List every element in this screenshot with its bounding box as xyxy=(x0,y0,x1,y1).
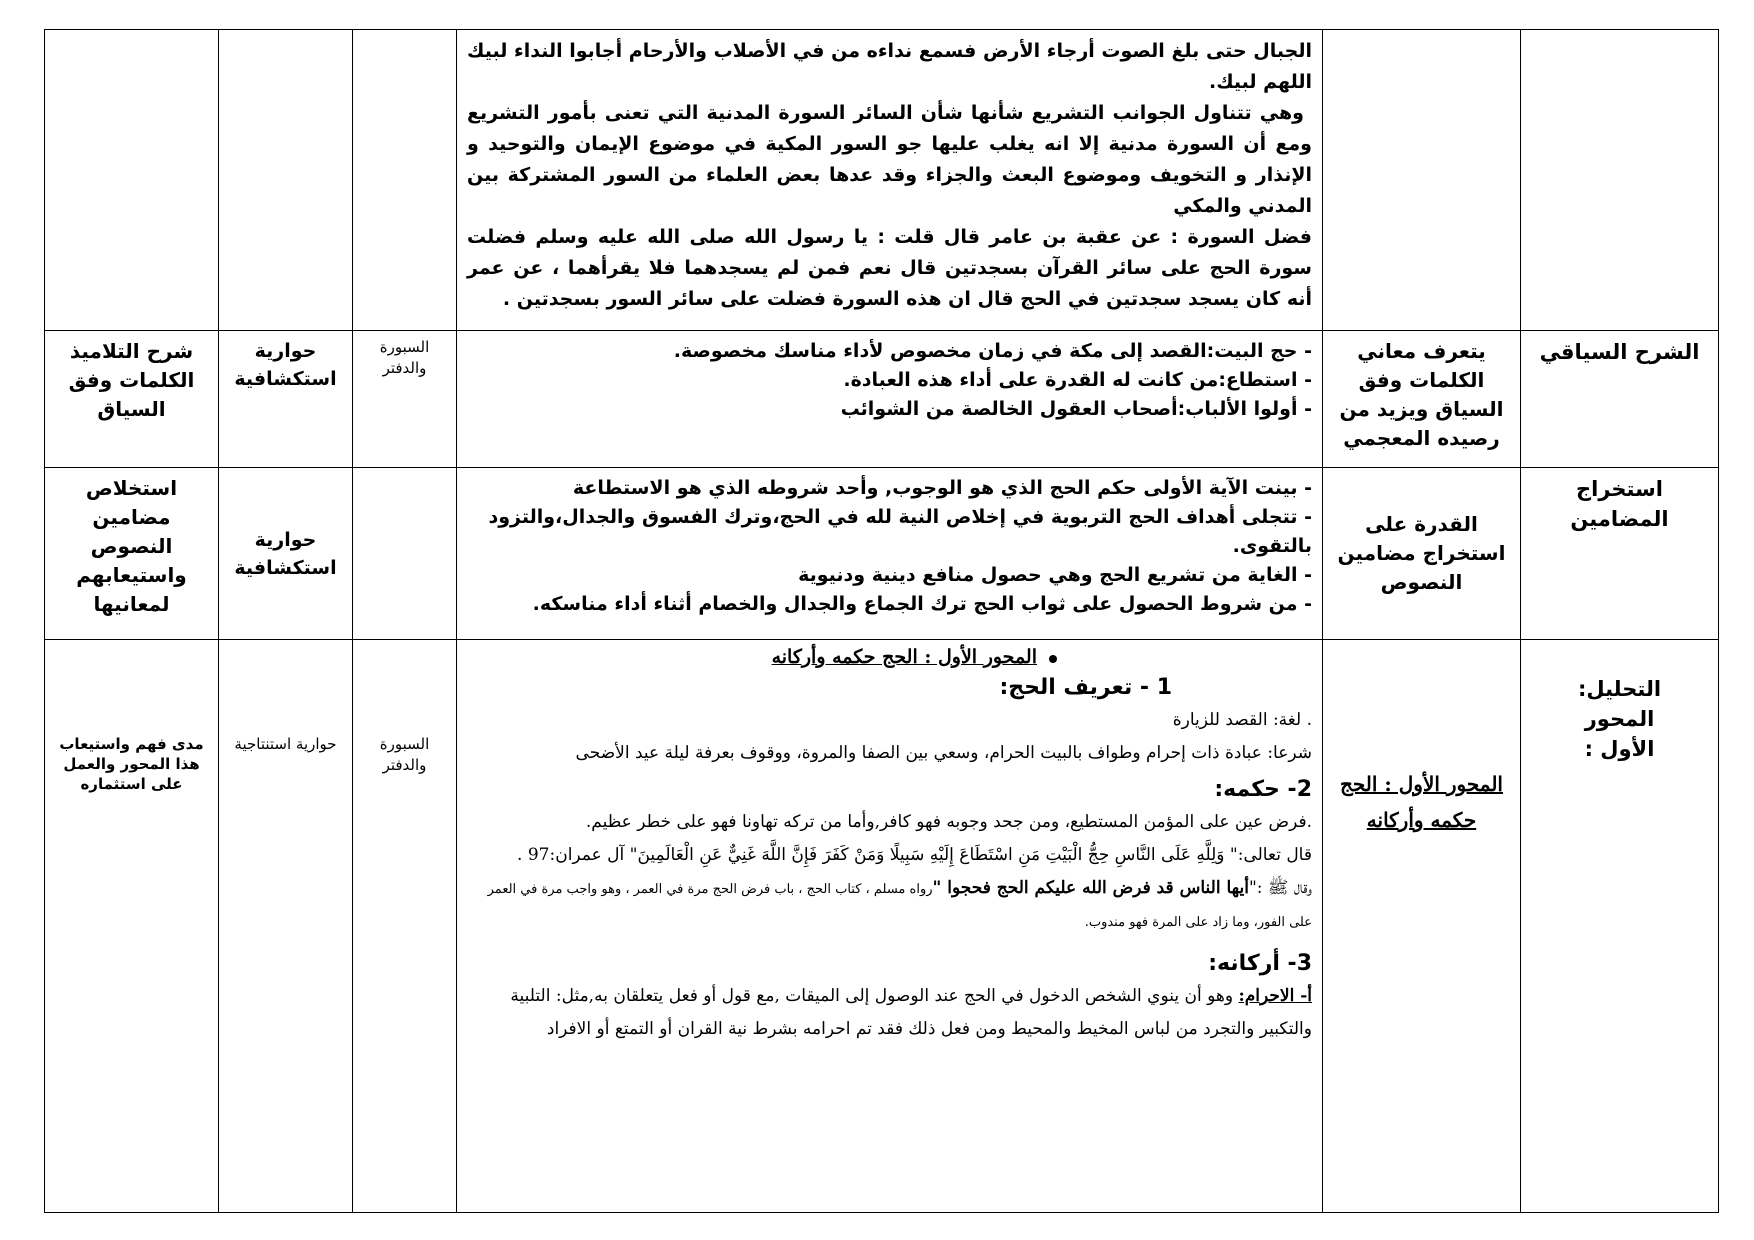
list-item: - تتجلى أهداف الحج التربوية في إخلاص النية لله في الحج،وترك الفسوق والجدال،والتزود بالتقوى. xyxy=(488,506,1312,557)
list-item: - بينت الآية الأولى حكم الحج الذي هو الوجوب, وأحد شروطه الذي هو الاستطاعة xyxy=(572,477,1312,499)
procedure-text: حوارية استكشافية xyxy=(234,528,337,579)
content-cell xyxy=(457,30,1323,331)
list-item: - من شروط الحصول على ثواب الحج ترك الجماع والجدال والخصام أثناء أداء مناسكه. xyxy=(532,593,1312,615)
procedure-cell xyxy=(219,640,353,1213)
tool-cell xyxy=(353,468,457,640)
objective-cell xyxy=(1323,30,1521,331)
definition-sharia: شرعا: عبادة ذات إحرام وطواف بالبيت الحرام، وسعي بين الصفا والمروة، ووقوف بعرفة ليلة عيد الأضحى xyxy=(575,743,1312,763)
hadith-intro: وقال ﷺ :" xyxy=(1248,878,1312,898)
procedure-cell xyxy=(219,30,353,331)
section-heading: 3- أركانه: xyxy=(1208,951,1312,976)
tool-text: السبورة والدفتر xyxy=(379,338,430,377)
ruling-text: .فرض عين على المؤمن المستطيع، ومن جحد وجوبه فهو كافر,وأما من تركه تهاونا فهو على خطر عظيم. xyxy=(585,812,1312,832)
stage-cell xyxy=(1521,468,1719,640)
pillar-text: وهو أن ينوي الشخص الدخول في الحج عند الوصول إلى الميقات ,مع قول أو فعل يتعلقان به,مثل: التلبية والتكبير والتجرد من لباس المخيط والمحيط ومن فعل ذلك فقد تم احرامه بشرط نية القران أو التمتع أو الافراد xyxy=(510,986,1312,1039)
stage-label: استخراج المضامين xyxy=(1570,477,1669,531)
tool-cell xyxy=(353,640,457,1213)
procedure-text: حوارية استنتاجية xyxy=(234,735,337,753)
objective-text: القدرة على استخراج مضامين النصوص xyxy=(1337,512,1506,594)
content-cell xyxy=(457,468,1323,640)
list-item: - أولوا الألباب:أصحاب العقول الخالصة من الشوائب xyxy=(840,398,1312,420)
procedure-cell xyxy=(219,468,353,640)
tool-text: السبورة والدفتر xyxy=(379,735,430,774)
lesson-plan-table xyxy=(44,29,1719,1213)
content-cell xyxy=(457,331,1323,468)
hadith-source: رواه مسلم ، كتاب الحج ، باب فرض الحج مرة في العمر ، وهو واجب مرة في العمر على الفور، وما زاد على المرة فهو مندوب. xyxy=(487,882,1312,930)
content-paragraph: وهي تتناول الجوانب التشريع شأنها شأن السائر السورة المدنية التي تعنى بأمور التشريع ومع أن السورة مدنية إلا انه يغلب عليها جو السور المكية في موضوع الإيمان والتوحيد و الإنذار و التخويف وموضوع البعث والجزاء وقد عدها بعض العلماء من السور المشتركة بين المدني والمكي xyxy=(467,102,1312,217)
hadith-line xyxy=(467,872,1312,938)
table-row xyxy=(45,331,1719,468)
procedure-cell xyxy=(219,331,353,468)
list-item: - استطاع:من كانت له القدرة على أداء هذه العبادة. xyxy=(843,369,1312,391)
evaluation-cell xyxy=(45,640,219,1213)
objective-cell xyxy=(1323,640,1521,1213)
tool-cell xyxy=(353,331,457,468)
stage-cell xyxy=(1521,30,1719,331)
section-heading: 1 - تعريف الحج: xyxy=(999,675,1172,700)
table-row xyxy=(45,468,1719,640)
stage-label: الشرح السياقي xyxy=(1539,340,1700,364)
list-item: - الغاية من تشريع الحج وهي حصول منافع دينية ودنيوية xyxy=(798,564,1312,586)
objective-axis-title: المحور الأول : الحج حكمه وأركانه xyxy=(1339,772,1503,832)
evaluation-text: استخلاص مضامين النصوص واستيعابهم لمعانيها xyxy=(76,476,187,616)
list-item: - حج البيت:القصد إلى مكة في زمان مخصوص لأداء مناسك مخصوصة. xyxy=(673,340,1312,362)
bullet-icon xyxy=(1049,655,1057,663)
axis-title: المحور الأول : الحج حكمه وأركانه xyxy=(771,646,1037,668)
stage-cell xyxy=(1521,331,1719,468)
pillar-label: أ- الاحرام: xyxy=(1238,986,1312,1006)
objective-text: يتعرف معاني الكلمات وفق السياق ويزيد من رصيده المعجمي xyxy=(1339,339,1504,450)
evaluation-cell xyxy=(45,468,219,640)
stage-label: التحليل: المحور الأول : xyxy=(1577,677,1662,761)
pillar-ihram xyxy=(467,980,1312,1046)
table-row xyxy=(45,640,1719,1213)
content-paragraph: فضل السورة : عن عقبة بن عامر قال قلت : يا رسول الله صلى الله عليه وسلم فضلت سورة الحج على سائر القرآن بسجدتين قال نعم فمن لم يسجدهما فلا يقرأهما ، عن عمر أنه كان يسجد سجدتين في الحج قال ان هذه السورة فضلت على سائر السور بسجدتين . xyxy=(467,226,1312,310)
definition-language: . لغة: القصد للزيارة xyxy=(1172,710,1312,730)
content-paragraph: الجبال حتى بلغ الصوت أرجاء الأرض فسمع نداءه من في الأصلاب والأرحام أجابوا النداء لبيك اللهم لبيك. xyxy=(467,40,1312,93)
procedure-text: حوارية استكشافية xyxy=(234,340,337,390)
stage-cell xyxy=(1521,640,1719,1213)
evaluation-cell xyxy=(45,331,219,468)
hadith-text: أيها الناس قد فرض الله عليكم الحج فحجوا " xyxy=(932,878,1249,898)
objective-cell xyxy=(1323,468,1521,640)
evaluation-text: شرح التلاميذ الكلمات وفق السياق xyxy=(68,339,195,421)
table-row xyxy=(45,30,1719,331)
section-heading: 2- حكمه: xyxy=(1214,777,1312,802)
quran-verse: قال تعالى:" وَلِلَّهِ عَلَى النَّاسِ حِجُّ الْبَيْتِ مَنِ اسْتَطَاعَ إِلَيْهِ سَبِيلًا وَمَنْ كَفَرَ فَإِنَّ اللَّهَ غَنِيٌّ عَنِ الْعَالَمِينَ" آل عمران:97 . xyxy=(517,845,1312,865)
evaluation-cell xyxy=(45,30,219,331)
objective-cell xyxy=(1323,331,1521,468)
content-cell xyxy=(457,640,1323,1213)
evaluation-text: مدى فهم واستيعاب هذا المحور والعمل على استثماره xyxy=(59,735,204,793)
tool-cell xyxy=(353,30,457,331)
